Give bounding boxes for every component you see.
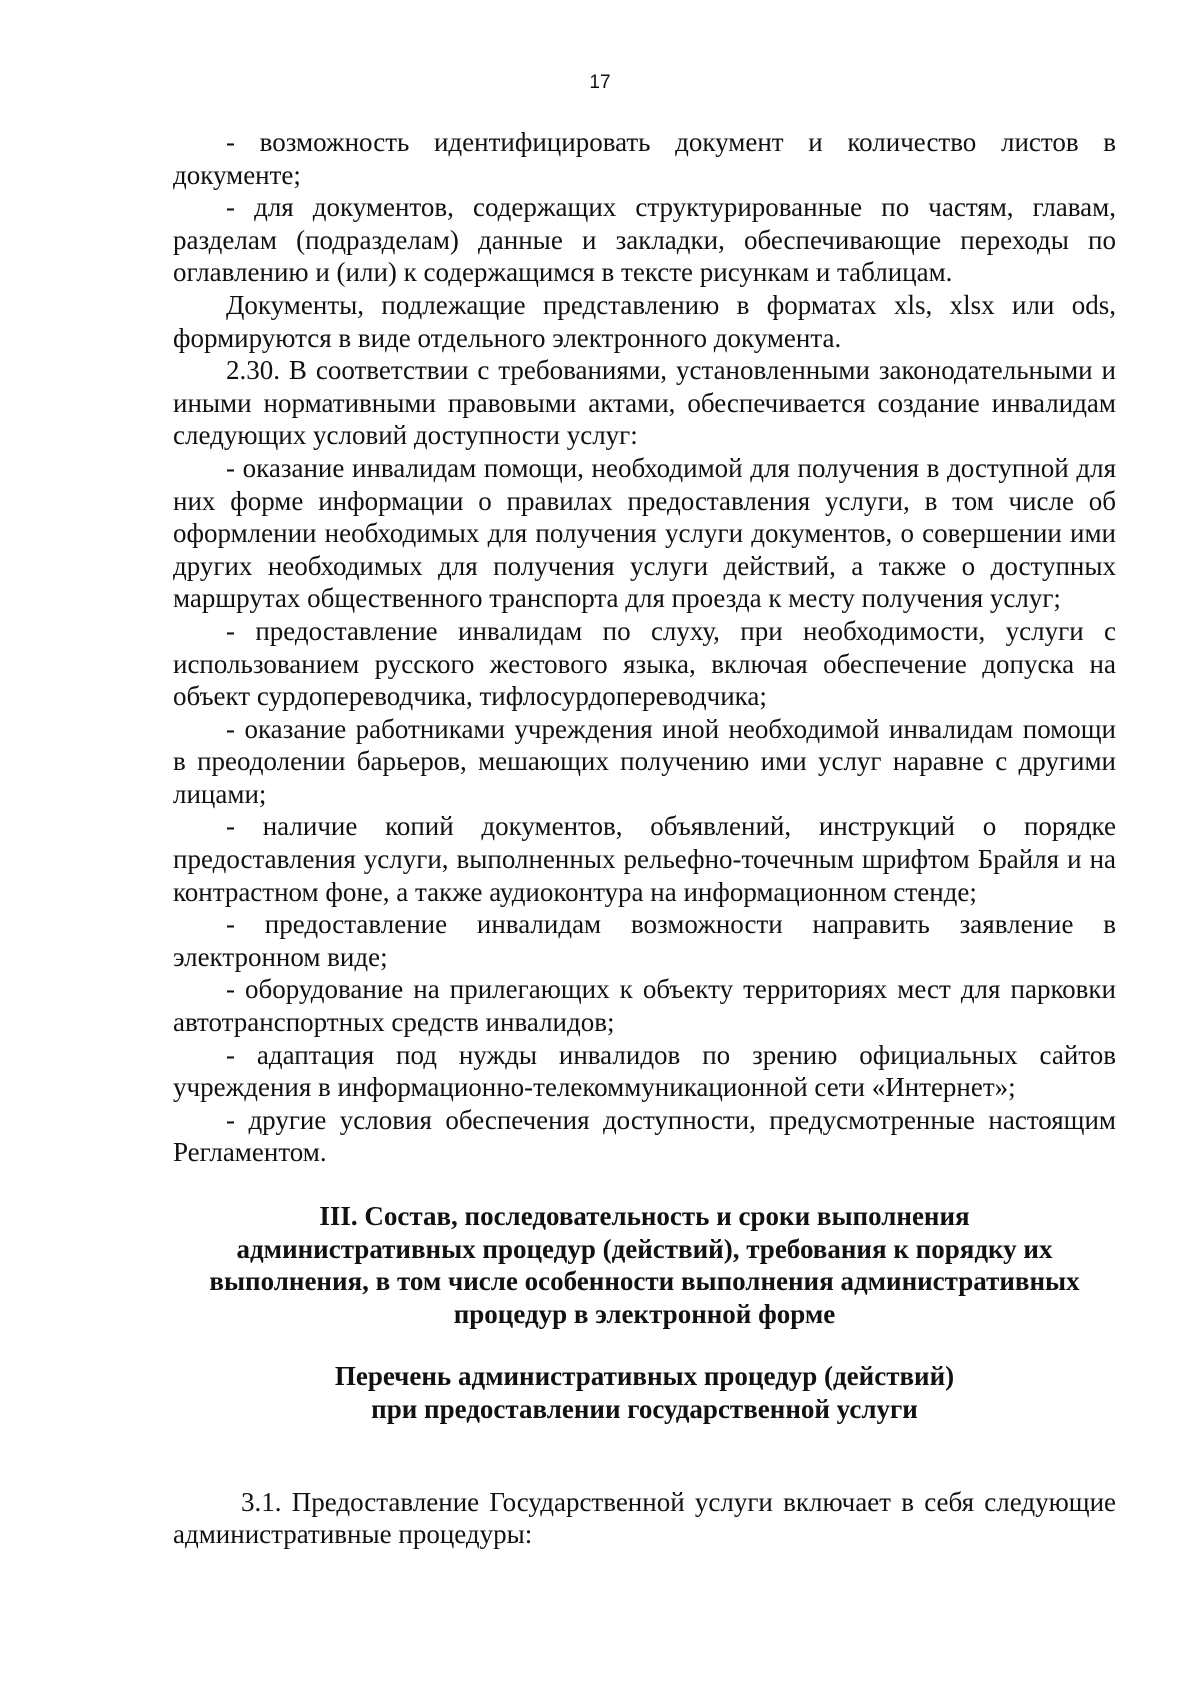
clause-3-1: 3.1. Предоставление Государственной услуги включает в себя следующие административные процедуры: [173,1486,1116,1550]
subsection-heading-line: Перечень административных процедур (действий) [334,1361,955,1392]
paragraph: - для документов, содержащих структурированные по частям, главам, разделам (подразделам) данные и закладки, обеспечивающие переходы по оглавлению и (или) к содержащимся в тексте рисункам и таблицам. [173,192,1116,288]
paragraph: - предоставление инвалидам возможности направить заявление в электронном виде; [173,909,1116,972]
paragraph: 2.30. В соответствии с требованиями, установленными законодательными и иными нормативными правовыми актами, обеспечивается создание инвалидам следующих условий доступности услуг: [173,355,1116,451]
paragraph: - возможность идентифицировать документ и количество листов в документе; [173,127,1116,190]
paragraph: - оказание инвалидам помощи, необходимой для получения в доступной для них форме информации о правилах предоставления услуги, в том числе об оформлении необходимых для получения услуги документов, о совершении ими других необходимых для получения услуги действий, а также о доступных маршрутах общественного транспорта для проезда к месту получения услуг; [173,452,1116,614]
subsection-heading [173,1360,1116,1425]
paragraph: Документы, подлежащие представлению в форматах xls, xlsx или ods, формируются в виде отдельного электронного документа. [173,289,1116,353]
page-number: 17 [589,72,611,93]
paragraph: - адаптация под нужды инвалидов по зрению официальных сайтов учреждения в информационно-телекоммуникационной сети «Интернет»; [173,1039,1116,1103]
paragraph: - оборудование на прилегающих к объекту территориях мест для парковки автотранспортных средств инвалидов; [173,974,1116,1038]
section-heading-line: административных процедур (действий), требования к порядку их [236,1233,1053,1264]
paragraph: - оказание работниками учреждения иной необходимой инвалидам помощи в преодолении барьеров, мешающих получению ими услуг наравне с другими лицами; [173,713,1116,809]
paragraph: - другие условия обеспечения доступности, предусмотренные настоящим Регламентом. [173,1104,1116,1168]
section-heading-line: III. Состав, последовательность и сроки выполнения [319,1201,970,1231]
subsection-heading-line: при предоставлении государственной услуги [371,1393,918,1424]
section-heading-line: процедур в электронной форме [453,1298,836,1329]
document-body [173,126,1116,1551]
section-heading-line: выполнения, в том числе особенности выполнения административных [209,1266,1080,1297]
paragraph: - наличие копий документов, объявлений, инструкций о порядке предоставления услуги, выполненных рельефно-точечным шрифтом Брайля и на контрастном фоне, а также аудиоконтура на информационном стенде; [173,811,1116,907]
paragraph: - предоставление инвалидам по слуху, при необходимости, услуги с использованием русского жестового языка, включая обеспечение допуска на объект сурдопереводчика, тифлосурдопереводчика; [173,615,1116,712]
section-heading [173,1200,1116,1330]
